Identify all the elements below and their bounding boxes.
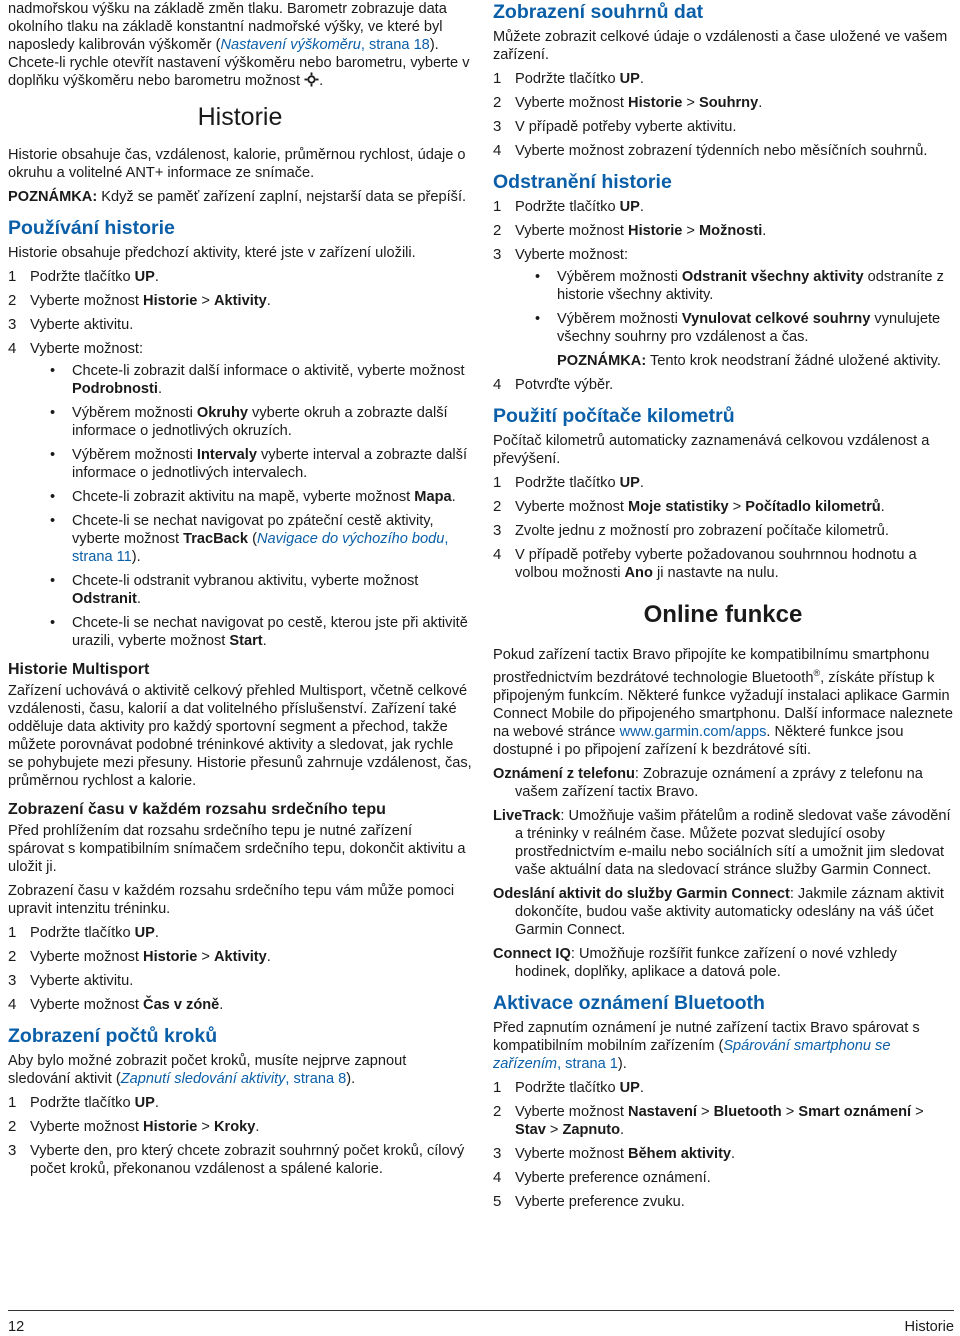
step: 2 Vyberte možnost Historie > Možnosti. <box>493 222 767 239</box>
footer-divider <box>8 1310 954 1311</box>
step: 1 Podržte tlačítko UP. <box>493 474 644 491</box>
heading-pouzivani-historie: Používání historie <box>8 217 175 239</box>
heading-pocty-kroku: Zobrazení počtů kroků <box>8 1025 218 1047</box>
heading-odstraneni-historie: Odstranění historie <box>493 171 672 193</box>
list-item: • Výběrem možnosti Okruhy vyberte okruh a zobrazte další informace o jednotlivých okruzích. <box>50 405 448 439</box>
step: 3 V případě potřeby vyberte aktivitu. <box>493 118 737 135</box>
step: 2 Vyberte možnost Moje statistiky > Počítadlo kilometrů. <box>493 498 885 515</box>
kroky-paragraph: Aby bylo možné zobrazit počet kroků, musíte nejprve zapnout sledování aktivit (Zapnutí sledování aktivity, strana 8). <box>8 1053 407 1087</box>
step: 2 Vyberte možnost Historie > Kroky. <box>8 1118 260 1135</box>
option-list <box>515 268 953 346</box>
list-item: • Chcete-li se nechat navigovat po zpáteční cestě aktivity, vyberte možnost TracBack (Navigace do výchozího bodu, strana 11). <box>50 513 449 565</box>
page-number: 12 <box>8 1319 25 1335</box>
bluetooth-paragraph: Před zapnutím oznámení je nutné zařízení tactix Bravo spárovat s kompatibilním mobilním zařízením (Spárování smartphonu se zařízením, strana 1). <box>493 1019 920 1072</box>
step: 1 Podržte tlačítko UP. <box>8 1094 159 1111</box>
step: 4 Vyberte možnost: • Chcete-li zobrazit další informace o aktivitě, vyberte možnost Podrobnosti. • Výběrem možnosti Okruhy vyberte okruh a zobrazte další informace o jednotlivých okruzích. • Výběrem možnosti Intervaly vyberte interval a zobrazte další informace o jednotlivých intervalech. • Chcete-li zobrazit aktivitu na mapě, vyberte možnost Mapa. • Chcete-li se nechat navigovat po zpáteční cestě aktivity, vyberte možnost TracBack (Navigace do výchozího bodu, strana 11). • Chcete-li odstranit vybranou aktivitu, vyberte možnost Odstranit. • Chcete-li se nechat navigovat po cestě, kterou jste při aktivitě urazili, vyberte možnost Start. <box>8 340 472 650</box>
step: 3 Vyberte aktivitu. <box>8 316 134 333</box>
historie-paragraph: Historie obsahuje čas, vzdálenost, kalorie, průměrnou rychlost, údaje o okruhu a volitelné ANT+ informace ze snímače. <box>8 147 466 181</box>
step: 4 Vyberte možnost zobrazení týdenních nebo měsíčních souhrnů. <box>493 142 928 159</box>
srdecni-paragraph-1: Před prohlížením dat rozsahu srdečního tepu je nutné zařízení spárovat s kompatibilním snímačem srdečního tepu, dokončit aktivitu a uložit ji. <box>8 823 466 875</box>
souhrnu-paragraph: Můžete zobrazit celkové údaje o vzdálenosti a čase uložené ve vašem zařízení. <box>493 29 948 63</box>
heading-online-funkce: Online funkce <box>643 601 803 628</box>
odstraneni-note: POZNÁMKA: Tento krok neodstraní žádné uložené aktivity. <box>557 353 941 369</box>
heading-srdecni-tep: Zobrazení času v každém rozsahu srdečního tepu <box>8 801 386 818</box>
step: 1 Podržte tlačítko UP. <box>493 1078 644 1096</box>
odstraneni-steps <box>493 198 953 394</box>
list-item: • Chcete-li zobrazit další informace o aktivitě, vyberte možnost Podrobnosti. <box>50 363 465 397</box>
option-list <box>30 362 472 650</box>
multisport-paragraph: Zařízení uchovává o aktivitě celkový přehled Multisport, včetně celkové vzdálenosti, času, kalorií a dat volitelného příslušenství. Zařízení také odděluje data aktivity pro každý sportovní segment a přechod, takže můžete porovnávat podobné tréninkové aktivity a sledovat, jak rychle se pohybujete mezi přesuny. Historie přesunů zahrnuje vzdálenost, čas, průměrnou rychlost a kalorie. <box>8 683 472 789</box>
heading-zobrazeni-souhrnu: Zobrazení souhrnů dat <box>493 1 704 23</box>
step: 4 Vyberte preference oznámení. <box>493 1168 711 1186</box>
intro-paragraph: nadmořskou výšku na základě změn tlaku. Barometr zobrazuje data okolního tlaku na základě konstantní nadmořské výšky, ve které byl naposledy kalibrován výškoměr (Nastavení výškoměru, strana 18). Chcete-li rychle otevřít nastavení výškoměru nebo barometru, vyberte v doplňku výškoměru nebo barometru možnost . <box>8 1 470 89</box>
step: 2 Vyberte možnost Nastavení > Bluetooth > Smart oznámení > Stav > Zapnuto. <box>493 1102 924 1138</box>
link-sparovani-smartphonu[interactable]: Spárování smartphonu se zařízením, strana 1 <box>493 1037 891 1072</box>
step: 1 Podržte tlačítko UP. <box>493 70 644 87</box>
definition-garmin-connect: Odeslání aktivit do služby Garmin Connect: Jakmile záznam aktivit dokončíte, budou vaše aktivity automaticky odeslány na váš účet Garmin Connect. <box>493 885 944 938</box>
step: 4 Potvrďte výběr. <box>493 376 614 393</box>
intro-text: ). Chcete-li rychle otevřít nastavení výškoměru nebo barometru, vyberte v doplňku výškoměru nebo barometru možnost <box>8 37 470 89</box>
step: 3 Vyberte možnost Během aktivity. <box>493 1144 736 1162</box>
footer-section-title: Historie <box>904 1319 954 1335</box>
link-garmin-apps[interactable]: www.garmin.com/apps <box>619 723 767 740</box>
gear-icon <box>304 72 319 87</box>
step: 3 Vyberte aktivitu. <box>8 972 134 989</box>
srdecni-steps <box>8 924 472 1014</box>
kroky-steps <box>8 1094 472 1178</box>
step: 3 Vyberte den, pro který chcete zobrazit souhrnný počet kroků, cílový počet kroků, překonanou vzdálenost a spálené kalorie. <box>8 1142 465 1177</box>
souhrnu-steps <box>493 70 953 160</box>
kilometru-steps <box>493 474 953 582</box>
definition-oznameni: Oznámení z telefonu: Zobrazuje oznámení a zprávy z telefonu na vašem zařízení tactix Bravo. <box>493 765 923 800</box>
list-item: • Chcete-li odstranit vybranou aktivitu, vyberte možnost Odstranit. <box>50 573 419 607</box>
left-column <box>8 0 472 1184</box>
online-paragraph: Pokud zařízení tactix Bravo připojíte ke kompatibilnímu smartphonu prostřednictvím bezdrátové technologie Bluetooth®, získáte přístup k připojeným funkcím. Některé funkce vyžadují instalaci aplikace Garmin Connect Mobile do připojeného smartphonu. Další informace naleznete na webové stránce www.garmin.com/apps. Některé funkce jsou dostupné i po připojení zařízení k bezdrátové síti. <box>493 647 953 758</box>
historie-note: POZNÁMKA: Když se paměť zařízení zaplní, nejstarší data se přepíší. <box>8 189 467 205</box>
step: 2 Vyberte možnost Historie > Aktivity. <box>8 292 271 309</box>
step: 4 V případě potřeby vyberte požadovanou souhrnnou hodnotu a volbou možnosti Ano ji nastavte na nulu. <box>493 546 917 581</box>
link-navigace-do-vychoziho-bodu[interactable]: Navigace do výchozího bodu, strana 11 <box>72 531 449 565</box>
step: 1 Podržte tlačítko UP. <box>8 268 159 285</box>
step: 1 Podržte tlačítko UP. <box>493 198 644 215</box>
step: 3 Vyberte možnost: • Výběrem možnosti Odstranit všechny aktivity odstraníte z historie všechny aktivity. • Výběrem možnosti Vynulovat celkové souhrny vynulujete všechny souhrny pro vzdálenost a čas. POZNÁMKA: Tento krok neodstraní žádné uložené aktivity. <box>493 246 953 370</box>
step: 1 Podržte tlačítko UP. <box>8 924 159 941</box>
step: 4 Vyberte možnost Čas v zóně. <box>8 996 224 1013</box>
pouzivani-steps <box>8 268 472 650</box>
definition-connect-iq: Connect IQ: Umožňuje rozšířit funkce zařízení o nové vzhledy hodinek, doplňky, aplikace a datová pole. <box>493 945 897 980</box>
heading-aktivace-bluetooth: Aktivace oznámení Bluetooth <box>493 991 765 1014</box>
definition-livetrack: LiveTrack: Umožňuje vašim přátelům a rodině sledovat vaše závodění a tréninky v reálném čase. Můžete pozvat sledující osoby prostřednictvím e-mailu nebo sociálních sítí a umožnit jim sledovat vaše aktuální data na sledovací stránce služby Garmin Connect. <box>493 807 951 878</box>
pouzivani-paragraph: Historie obsahuje předchozí aktivity, které jste v zařízení uložili. <box>8 245 416 261</box>
intro-text: data okolního tlaku na základě konstantní nadmořské výšky, ve <box>8 1 447 35</box>
step: 2 Vyberte možnost Historie > Souhrny. <box>493 94 763 111</box>
step: 3 Zvolte jednu z možností pro zobrazení počítače kilometrů. <box>493 522 889 539</box>
heading-pocitac-kilometru: Použití počítače kilometrů <box>493 405 735 427</box>
list-item: • Chcete-li se nechat navigovat po cestě, kterou jste při aktivitě urazili, vyberte možnost Start. <box>50 615 468 649</box>
heading-historie: Historie <box>197 103 283 131</box>
right-column <box>493 0 953 1217</box>
list-item: • Výběrem možnosti Odstranit všechny aktivity odstraníte z historie všechny aktivity. <box>535 269 944 303</box>
list-item: • Výběrem možnosti Vynulovat celkové souhrny vynulujete všechny souhrny pro vzdálenost a čas. <box>535 311 941 345</box>
bluetooth-steps <box>493 1079 953 1211</box>
list-item: • Výběrem možnosti Intervaly vyberte interval a zobrazte další informace o jednotlivých intervalech. <box>50 447 468 481</box>
srdecni-paragraph-2: Zobrazení času v každém rozsahu srdečního tepu vám může pomoci upravit intenzitu tréninku. <box>8 883 455 917</box>
heading-historie-multisport: Historie Multisport <box>8 661 150 678</box>
step: 5 Vyberte preference zvuku. <box>493 1192 685 1210</box>
list-item: • Chcete-li zobrazit aktivitu na mapě, vyberte možnost Mapa. <box>50 489 456 505</box>
kilometru-paragraph: Počítač kilometrů automaticky zaznamenává celkovou vzdálenost a převýšení. <box>493 433 930 467</box>
link-zapnuti-sledovani-aktivity[interactable]: Zapnutí sledování aktivity, strana 8 <box>120 1071 347 1087</box>
step: 2 Vyberte možnost Historie > Aktivity. <box>8 948 271 965</box>
link-nastaveni-vyskomeru[interactable]: Nastavení výškoměru, strana 18 <box>220 37 430 53</box>
intro-text: nadmořskou výšku na základě změn tlaku. Barometr zobrazuje <box>8 1 415 17</box>
intro-text: které byl naposledy kalibrován výškoměr ( <box>8 19 443 53</box>
